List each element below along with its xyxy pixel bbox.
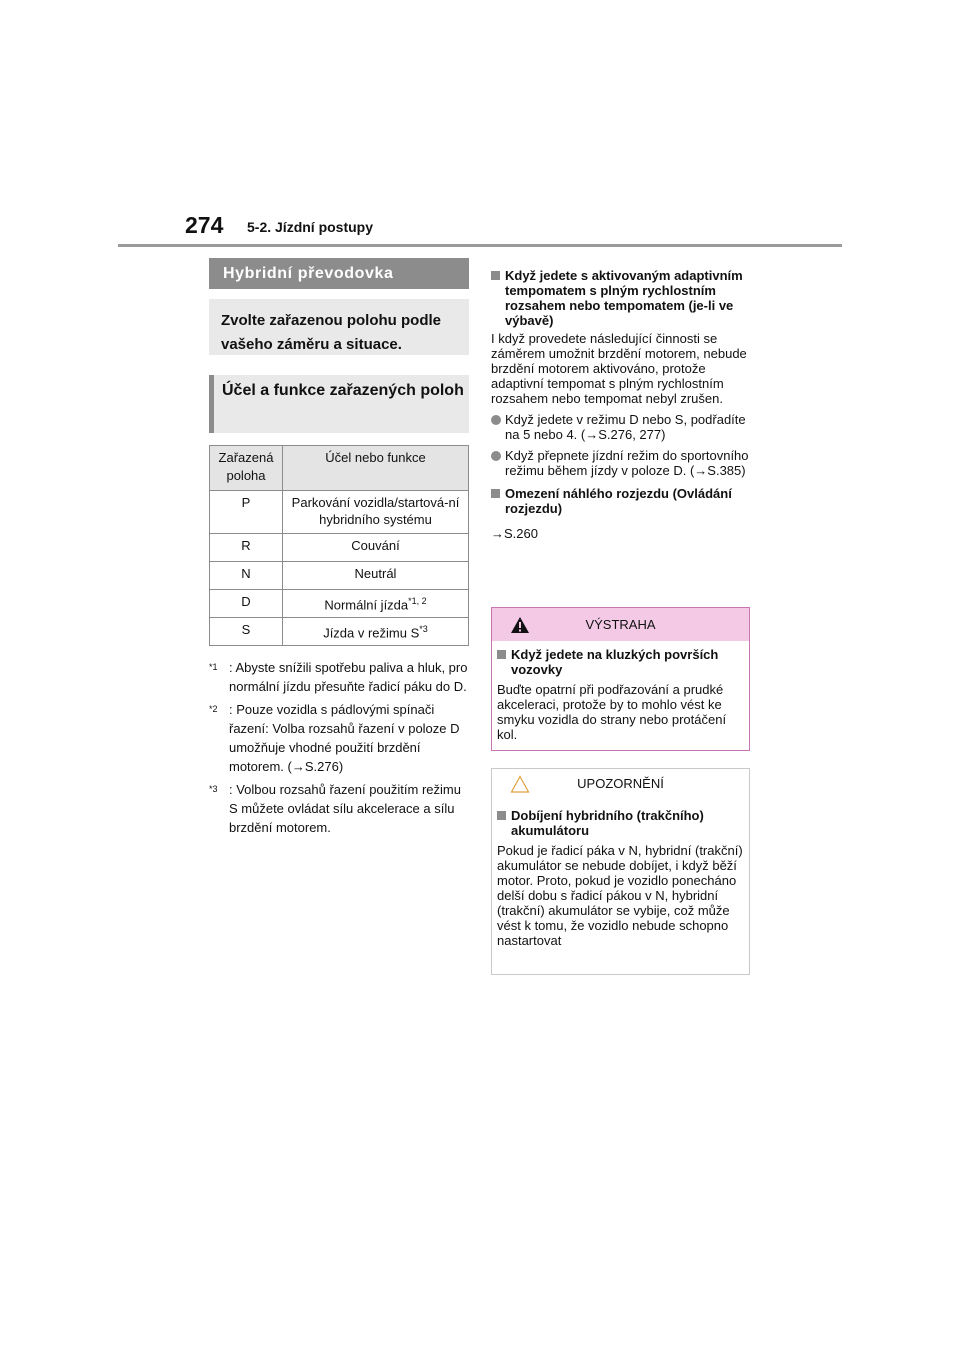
lead-text: Zvolte zařazenou polohu podle vašeho záměru a situace.: [209, 299, 469, 355]
table-cell-position: S: [210, 618, 283, 646]
header-divider: [118, 244, 842, 247]
table-cell-function: Couvání: [283, 534, 469, 562]
table-row: [210, 491, 469, 534]
subsection-title: Účel a funkce zařazených poloh: [209, 375, 469, 433]
table-cell-function: Neutrál: [283, 562, 469, 590]
page-number: 274: [185, 212, 224, 238]
chapter-title: Hybridní převodovka: [209, 258, 469, 289]
table-cell-function: [283, 618, 469, 646]
right-column: [491, 268, 751, 541]
table-header-row: [210, 446, 469, 491]
table-header-position: Zařazená poloha: [210, 446, 283, 491]
warning-title: VÝSTRAHA: [585, 617, 656, 632]
bullet-dot-icon: [491, 451, 501, 461]
footnotes: [209, 658, 469, 837]
table-cell-function: Parkování vozidla/startová-ní hybridního systému: [283, 491, 469, 534]
shift-positions-table: [209, 445, 469, 646]
info-block-heading: Když jedete s aktivovaným adaptivním tempomatem s plným rychlostním rozsahem nebo tempomatem (je-li ve výbavě): [491, 268, 751, 328]
list-item: Když jedete v režimu D nebo S, podřadíte na 5 nebo 4. (→S.276, 277): [491, 412, 751, 442]
left-column: [209, 258, 469, 841]
square-marker-icon: [491, 271, 500, 280]
page-reference-link[interactable]: →S.260: [491, 526, 538, 541]
square-marker-icon: [491, 489, 500, 498]
warning-heading: Když jedete na kluzkých površích vozovky: [497, 647, 743, 677]
table-cell-function: [283, 590, 469, 618]
square-marker-icon: [497, 811, 506, 820]
footnote-ref: *3: [419, 624, 428, 634]
function-text: Jízda v režimu S: [323, 625, 420, 641]
footnote-mark: *3: [209, 784, 218, 794]
footnote-text: : Abyste snížili spotřebu paliva a hluk, pro normální jízdu přesuňte řadicí páku do D.: [229, 660, 468, 694]
footnote: [209, 658, 469, 696]
caution-header: [492, 769, 749, 802]
table-row: [210, 562, 469, 590]
caution-triangle-icon: [510, 775, 530, 793]
footnote: [209, 780, 469, 837]
list-item: Když přepnete jízdní režim do sportovního režimu během jízdy v poloze D. (→S.385): [491, 448, 751, 478]
bullet-dot-icon: [491, 415, 501, 425]
table-cell-position: P: [210, 491, 283, 534]
table-row: [210, 590, 469, 618]
footnote-text: : Volbou rozsahů řazení použitím režimu S můžete ovládat sílu akcelerace a sílu brzdění motorem.: [229, 782, 461, 835]
caution-title: UPOZORNĚNÍ: [577, 776, 664, 791]
footnote-text: : Pouze vozidla s pádlovými spínači řazení: Volba rozsahů řazení v poloze D umožňuje vhodné použití brzdění motorem. (→S.276): [229, 702, 460, 774]
info-block-heading: Omezení náhlého rozjezdu (Ovládání rozjezdu): [491, 486, 751, 516]
table-cell-position: R: [210, 534, 283, 562]
warning-triangle-icon: [510, 616, 530, 634]
table-cell-position: D: [210, 590, 283, 618]
table-row: [210, 534, 469, 562]
info-block-text: I když provedete následující činnosti se záměrem umožnit brzdění motorem, nebude brzdění motorem aktivováno, protože adaptivní tempomat s plným rychlostním rozsahem nebo tempomat nebyl zrušen.: [491, 331, 747, 406]
table-row: [210, 618, 469, 646]
footnote-mark: *1: [209, 662, 218, 672]
footnote: [209, 700, 469, 776]
caution-text: Pokud je řadicí páka v N, hybridní (trakční) akumulátor se nebude dobíjet, i když běží motor. Proto, pokud je vozidlo ponecháno delší dobu s řadicí pákou v N, hybridní (trakční) akumulátor se vybije, což může vést k tomu, že vozidlo nebude schopno nastartovat: [497, 843, 743, 948]
warning-header: [492, 608, 749, 641]
square-marker-icon: [497, 650, 506, 659]
caution-heading: Dobíjení hybridního (trakčního) akumulátoru: [497, 808, 743, 838]
table-header-function: Účel nebo funkce: [283, 446, 469, 491]
warning-text: Buďte opatrní při podřazování a prudké akceleraci, protože by to mohlo vést ke smyku vozidla do strany nebo protáčení kol.: [497, 682, 727, 742]
footnote-mark: *2: [209, 704, 218, 714]
section-title: 5-2. Jízdní postupy: [247, 219, 374, 235]
warning-box: [491, 607, 750, 751]
caution-box: [491, 768, 750, 975]
footnote-ref: *1, 2: [408, 596, 427, 606]
table-cell-position: N: [210, 562, 283, 590]
function-text: Normální jízda: [324, 597, 409, 613]
